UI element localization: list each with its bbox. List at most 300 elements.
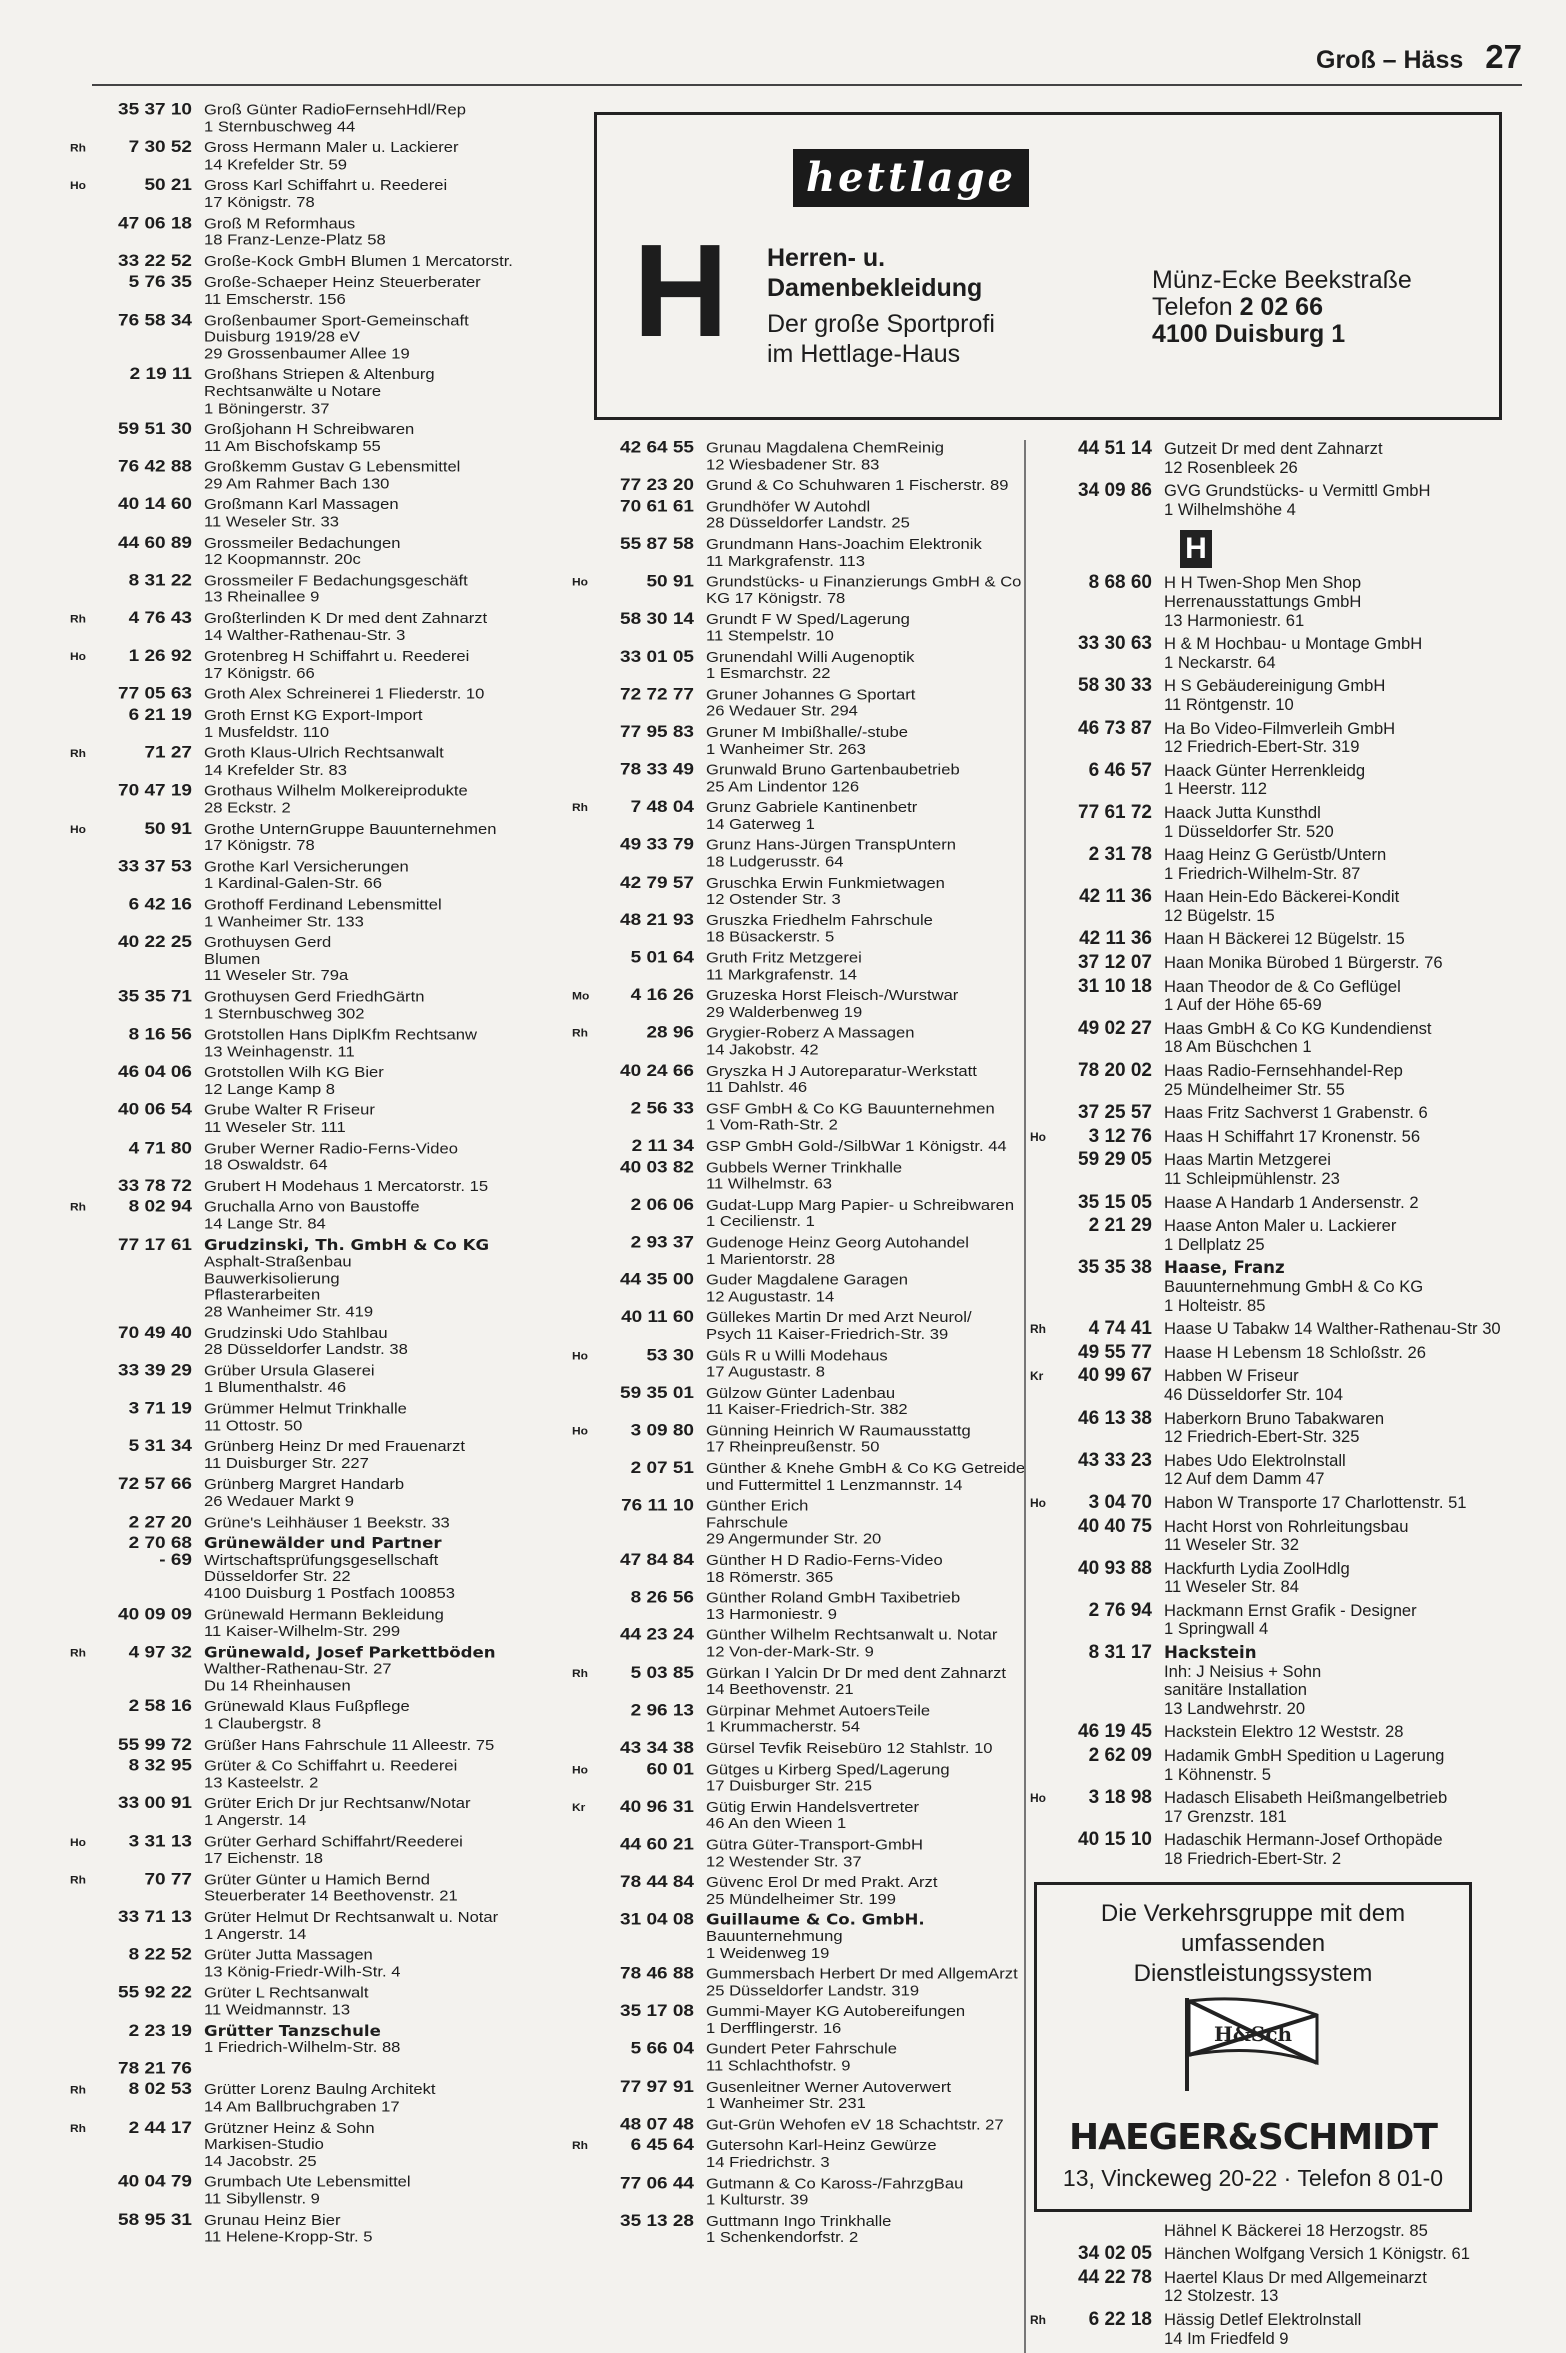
listing-text: Großkemm Gustav G Lebensmittel 29 Am Rahmer Bach 130 [204, 458, 461, 493]
listing-text: Gruschka Erwin Funkmietwagen 12 Ostender Str. 3 [706, 874, 945, 908]
listing-entry [572, 649, 1032, 682]
listing-text: Günther Roland GmbH Taxibetrieb 13 Harmoniestr. 9 [706, 1589, 961, 1623]
listing-text: Großjohann H Schreibwaren 11 Am Bischofskamp 55 [204, 420, 415, 455]
district-marker [572, 2175, 594, 2208]
district-marker: Rh [1030, 1322, 1046, 1337]
district-marker [70, 1699, 92, 1732]
listing-entry [572, 2138, 1032, 2171]
listing-text: Güvenc Erol Dr med Prakt. Arzt 25 Mündelheimer Str. 199 [706, 1873, 938, 1908]
listing-entry [572, 2213, 1032, 2246]
district-marker [70, 497, 92, 530]
listing-text: Haag Heinz G Gerüstb/Untern 1 Friedrich-Wilhelm-Str. 87 [1164, 845, 1387, 883]
district-marker [572, 1159, 594, 1192]
district-marker [572, 1741, 594, 1758]
district-marker [70, 1065, 92, 1098]
listing-entry [1030, 2222, 1550, 2241]
listing-text: Gürkan I Yalcin Dr Dr med dent Zahnarzt 14 Beethovenstr. 21 [706, 1664, 1007, 1698]
listing-text: Grüber Ursula Glaserei 1 Blumenthalstr. 46 [204, 1362, 375, 1396]
phone-number: 3 31 13 [128, 1831, 192, 1851]
listing-entry [572, 1552, 1032, 1585]
listing-entry [1030, 930, 1550, 949]
listing-text: Gummi-Mayer KG Autobereifungen 1 Derfflingerstr. 16 [706, 2003, 966, 2037]
phone-number: 40 96 31 [620, 1797, 694, 1817]
phone-number: 40 93 88 [1078, 1557, 1152, 1579]
district-marker [1030, 1062, 1052, 1099]
phone-number: 2 44 17 [128, 2118, 192, 2137]
phone-number: 3 09 80 [630, 1421, 694, 1440]
listing-text: Hackfurth Lydia ZoolHdlg 11 Weseler Str. 84 [1164, 1558, 1350, 1597]
phone-number: 7 30 52 [128, 138, 192, 157]
district-marker [70, 1439, 92, 1472]
district-marker [1030, 1410, 1052, 1447]
phone-number: 1 26 92 [128, 646, 192, 666]
phone-number: 78 33 49 [620, 760, 694, 780]
listing-entry [572, 1197, 1032, 1230]
listing-text: Hackstein Inh: J Neisius + Sohn sanitäre Installation 13 Landwehrstr. 20 [1164, 1643, 1322, 1718]
listing-entry [70, 1699, 570, 1732]
ad-address-line2 [1152, 294, 1452, 321]
phone-number: 2 23 19 [128, 2021, 192, 2041]
district-marker [1030, 1344, 1052, 1363]
listing-text: Guillaume & Co. GmbH. Bauunternehmung 1 Weidenweg 19 [706, 1911, 925, 1962]
phone-number: 8 31 17 [1088, 1642, 1152, 1664]
district-marker: Ho [572, 1349, 588, 1362]
listing-entry [1030, 2308, 1550, 2348]
listing-text: Gütges u Kirberg Sped/Lagerung 17 Duisburger Str. 215 [706, 1760, 950, 1795]
phone-number: 44 35 00 [620, 1270, 694, 1290]
phone-number: 59 51 30 [118, 419, 192, 439]
phone-number: 33 01 05 [620, 647, 694, 667]
phone-number: 59 35 01 [620, 1383, 694, 1403]
listing-text: Habon W Transporte 17 Charlottenstr. 51 [1164, 1492, 1467, 1512]
listing-text: Grothuysen Gerd Blumen 11 Weseler Str. 79a [204, 933, 349, 985]
listing-entry [1030, 1062, 1550, 1099]
listing-text: Grunwald Bruno Gartenbaubetrieb 25 Am Lindentor 126 [706, 761, 960, 795]
phone-number: 5 31 34 [128, 1436, 192, 1456]
listing-text: Hässig Detlef Elektrolnstall 14 Im Friedfeld 9 [1164, 2309, 1362, 2348]
listing-entry [70, 2023, 570, 2056]
listing-text: Grünewälder und Partner Wirtschaftsprüfungsgesellschaft Düsseldorfer Str. 22 4100 Duisburg 1 Postfach 100853 [204, 1534, 455, 1602]
phone-number: 2 58 16 [128, 1697, 192, 1717]
district-marker: Ho [1030, 1495, 1046, 1510]
district-marker [1030, 954, 1052, 973]
listing-text: Grundstücks- u Finanzierungs GmbH & Co KG 17 Königstr. 78 [706, 573, 1022, 607]
phone-number: 2 70 68 - 69 [128, 1533, 192, 1570]
listing-text: Hänchen Wolfgang Versich 1 Königstr. 61 [1164, 2244, 1470, 2264]
district-marker [572, 1235, 594, 1268]
district-marker [572, 649, 594, 682]
district-marker [572, 913, 594, 946]
hettlage-advertisement [594, 112, 1502, 420]
district-marker [572, 875, 594, 908]
district-marker [1030, 1259, 1052, 1315]
listing-text: Grüter Gerhard Schiffahrt/Reederei 17 Eichenstr. 18 [204, 1832, 463, 1867]
district-marker [1030, 888, 1052, 925]
phone-number: 8 68 60 [1088, 572, 1152, 594]
district-marker [572, 724, 594, 757]
listing-text: Groth Klaus-Ulrich Rechtsanwalt 14 Krefelder Str. 83 [204, 744, 444, 779]
listing-entry [572, 2175, 1032, 2208]
listing-entry [1030, 635, 1550, 672]
listing-entry [1030, 717, 1550, 757]
district-marker [1030, 440, 1052, 477]
listing-text: Grüter Günter u Hamich Bernd Steuerberater 14 Beethovenstr. 21 [204, 1870, 458, 1905]
listing-text: Grüter Jutta Massagen 13 König-Friedr-Wilh-Str. 4 [204, 1946, 401, 1981]
phone-number: 49 55 77 [1078, 1341, 1152, 1363]
phone-number: 35 35 71 [118, 987, 192, 1007]
listing-entry [572, 762, 1032, 795]
listing-entry [572, 1966, 1032, 1999]
listing-entry [572, 2039, 1032, 2075]
phone-number: 35 17 08 [620, 2002, 694, 2021]
listing-heading: Guillaume & Co. GmbH. [706, 1911, 925, 1929]
listing-text: Grund & Co Schuhwaren 1 Fischerstr. 89 [706, 476, 1009, 494]
district-marker [1030, 978, 1052, 1015]
phone-number: 78 20 02 [1078, 1060, 1152, 1082]
listing-text: Gudenoge Heinz Georg Autohandel 1 Marientorstr. 28 [706, 1233, 969, 1268]
listing-entry [1030, 1125, 1550, 1147]
listing-entry [1030, 975, 1550, 1015]
listing-text: Haase, Franz Bauunternehmung GmbH & Co KG 1 Holteistr. 85 [1164, 1258, 1424, 1315]
district-marker [70, 2061, 92, 2078]
page-range: Groß – Häss [1316, 46, 1464, 74]
listing-text: Haas Radio-Fernsehhandel-Rep 25 Mündelheimer Str. 55 [1164, 1061, 1403, 1099]
ad-slogan: Der große Sportprofi im Hettlage-Haus [767, 310, 995, 368]
phone-number: 40 40 75 [1078, 1515, 1152, 1537]
listing-entry [572, 988, 1032, 1021]
district-marker [70, 1325, 92, 1358]
phone-number: 6 22 18 [1088, 2308, 1152, 2330]
phone-number: 34 02 05 [1078, 2243, 1152, 2265]
listing-entry [1030, 1151, 1550, 1188]
flag-logo-icon [1177, 1993, 1327, 2093]
district-marker [572, 1966, 594, 1999]
listing-entry [572, 837, 1032, 870]
phone-number: 2 62 09 [1088, 1745, 1152, 1767]
district-marker [1030, 1151, 1052, 1188]
phone-number: 48 07 48 [620, 2115, 694, 2134]
phone-number: 6 21 19 [128, 705, 192, 725]
phone-number: 78 46 88 [620, 1964, 694, 1984]
haeger-tagline: Die Verkehrsgruppe mit dem umfassenden Dienstleistungssystem [1100, 1899, 1406, 1987]
phone-number: 53 30 [646, 1345, 694, 1365]
district-marker: Ho [70, 1835, 86, 1849]
phone-number: 2 19 11 [129, 365, 192, 384]
listing-entry [70, 1514, 570, 1531]
district-marker [70, 935, 92, 985]
phone-number: 4 97 32 [128, 1642, 192, 1662]
listing-text: GSF GmbH & Co KG Bauunternehmen 1 Vom-Rath-Str. 2 [706, 1099, 995, 1134]
listing-entry [70, 648, 570, 681]
phone-number: 46 13 38 [1078, 1407, 1152, 1429]
listing-text: Gruzeska Horst Fleisch-/Wurstwar 29 Walderbenweg 19 [706, 986, 959, 1021]
listing-entry [70, 686, 570, 703]
district-marker: Rh [1030, 2312, 1046, 2327]
phone-number: 2 21 29 [1088, 1215, 1152, 1237]
listing-entry [572, 1912, 1032, 1962]
listing-entry [1030, 1747, 1550, 1784]
listing-text: Grütter Tanzschule 1 Friedrich-Wilhelm-Str. 88 [204, 2022, 401, 2056]
phone-number: 40 03 82 [620, 1157, 694, 1177]
district-marker [1030, 1747, 1052, 1784]
listing-entry [70, 1100, 570, 1136]
district-marker [572, 1101, 594, 1134]
listing-entry [70, 989, 570, 1022]
listing-entry [70, 783, 570, 816]
listing-text: Grossmeiler F Bedachungsgeschäft 13 Rheinallee 9 [204, 571, 468, 606]
listing-column-1 [70, 102, 570, 2250]
district-marker [1030, 1104, 1052, 1123]
listing-entry [1030, 482, 1550, 519]
district-marker [572, 762, 594, 795]
listing-entry [572, 875, 1032, 908]
listing-text: Haberkorn Bruno Tabakwaren 12 Friedrich-Ebert-Str. 325 [1164, 1408, 1385, 1447]
listing-entry [572, 1023, 1032, 1059]
listing-entry [572, 1159, 1032, 1192]
listing-entry [572, 910, 1032, 946]
listing-text: Grunz Hans-Jürgen TranspUntern 18 Ludgerusstr. 64 [706, 836, 956, 870]
listing-entry [572, 1272, 1032, 1305]
listing-text: Grothuysen Gerd FriedhGärtn 1 Sternbuschweg 302 [204, 988, 425, 1022]
listing-entry [70, 1947, 570, 1980]
district-marker [572, 1385, 594, 1418]
phone-number: 72 57 66 [118, 1474, 192, 1494]
phone-number: 40 14 60 [118, 495, 192, 515]
phone-number: 8 26 56 [630, 1588, 694, 1607]
listing-entry [1030, 1259, 1550, 1315]
listing-entry [572, 1385, 1032, 1418]
listing-heading: Grudzinski, Th. GmbH & Co KG [204, 1236, 490, 1254]
district-marker [1030, 762, 1052, 799]
listing-entry [70, 2174, 570, 2207]
page-header [1316, 38, 1522, 76]
ad-phone-label: Telefon [1152, 293, 1240, 321]
listing-entry [70, 1401, 570, 1434]
phone-number: 42 11 36 [1079, 886, 1152, 908]
listing-text: Großenbaumer Sport-Gemeinschaft Duisburg 1919/28 eV 29 Grossenbaumer Allee 19 [204, 311, 469, 362]
listing-text: Gutzeit Dr med dent Zahnarzt 12 Rosenbleek 26 [1164, 439, 1383, 477]
district-marker [572, 1552, 594, 1585]
district-marker [572, 950, 594, 983]
listing-heading: Grünewälder und Partner [204, 1534, 442, 1552]
district-marker [1030, 1194, 1052, 1213]
listing-entry [70, 272, 570, 308]
phone-number: 76 11 10 [621, 1496, 694, 1516]
phone-number: 33 00 91 [118, 1794, 192, 1813]
listing-text: Grümmer Helmut Trinkhalle 11 Ottostr. 50 [204, 1399, 407, 1434]
listing-entry [70, 1533, 570, 1603]
district-marker: Rh [70, 747, 86, 760]
listing-text: GSP GmbH Gold-/SilbWar 1 Königstr. 44 [706, 1137, 1007, 1155]
listing-entry [70, 1831, 570, 1867]
listing-text: Großhans Striepen & Altenburg Rechtsanwälte u Notare 1 Böningerstr. 37 [204, 365, 435, 417]
phone-number: 77 05 63 [118, 684, 192, 704]
phone-number: 33 78 72 [118, 1176, 192, 1196]
listing-entry [572, 1063, 1032, 1096]
district-marker [572, 1498, 594, 1548]
phone-number: 33 22 52 [118, 251, 192, 271]
listing-entry [572, 475, 1032, 495]
listing-entry [70, 1027, 570, 1060]
listing-entry [572, 1138, 1032, 1155]
district-marker [70, 535, 92, 568]
listing-entry [70, 932, 570, 985]
listing-text: Haase Anton Maler u. Lackierer 1 Dellplatz 25 [1164, 1216, 1397, 1254]
listing-entry [572, 1625, 1032, 1661]
listing-entry [572, 609, 1032, 645]
listing-entry [70, 1737, 570, 1754]
phone-number: 7 48 04 [630, 797, 694, 817]
phone-number: 4 16 26 [630, 986, 694, 1005]
district-marker: Rh [70, 1646, 86, 1659]
listing-text: Große-Schaeper Heinz Steuerberater 11 Emscherstr. 156 [204, 273, 481, 308]
listing-entry [70, 213, 570, 249]
listing-text: Grumbach Ute Lebensmittel 11 Sibyllenstr. 9 [204, 2173, 411, 2208]
district-marker [1030, 1518, 1052, 1555]
district-marker [572, 1138, 594, 1155]
listing-text: Grünberg Heinz Dr med Frauenarzt 11 Duisburger Str. 227 [204, 1437, 465, 1472]
district-marker [70, 1947, 92, 1980]
district-marker: Rh [572, 801, 588, 814]
phone-number: 77 97 91 [620, 2077, 694, 2097]
district-marker [70, 1514, 92, 1531]
phone-number: 49 33 79 [620, 835, 694, 855]
district-marker: Rh [70, 2121, 86, 2135]
phone-number: 46 19 45 [1078, 1721, 1152, 1743]
district-marker [1030, 482, 1052, 519]
listing-text: H S Gebäudereinigung GmbH 11 Röntgenstr. 10 [1164, 676, 1386, 714]
district-marker: Rh [70, 141, 86, 155]
hettlage-logo: hettlage [793, 149, 1029, 207]
listing-text: Gubbels Werner Trinkhalle 11 Wilhelmstr. 63 [706, 1158, 903, 1193]
phone-number: 4 71 80 [128, 1138, 192, 1158]
district-marker [572, 612, 594, 645]
listing-text: H H Twen-Shop Men Shop Herrenausstattungs GmbH 13 Harmoniestr. 61 [1164, 573, 1362, 630]
listing-entry [572, 1759, 1032, 1795]
phone-number: 6 45 64 [630, 2136, 694, 2155]
phone-number: 40 15 10 [1078, 1829, 1152, 1851]
listing-text: Grundt F W Sped/Lagerung 11 Stempelstr. 10 [706, 610, 910, 645]
phone-number: 33 39 29 [118, 1361, 192, 1381]
listing-text: Haas H Schiffahrt 17 Kronenstr. 56 [1164, 1126, 1421, 1146]
listing-text: Grothaus Wilhelm Molkereiprodukte 28 Eckstr. 2 [204, 782, 468, 816]
listing-text: Gundert Peter Fahrschule 11 Schlachthofstr. 9 [706, 2040, 897, 2075]
listing-entry [70, 459, 570, 492]
listing-entry [70, 1474, 570, 1510]
phone-number: 44 60 89 [118, 533, 192, 552]
district-marker: Ho [70, 650, 86, 663]
phone-number: 2 96 13 [630, 1701, 694, 1720]
district-marker [70, 573, 92, 606]
listing-text: Grundhöfer W Autohdl 28 Düsseldorfer Landstr. 25 [706, 497, 910, 532]
district-marker [1030, 1602, 1052, 1639]
listing-text: Habes Udo Elektrolnstall 12 Auf dem Damm 47 [1164, 1450, 1346, 1489]
listing-text: Grudzinski Udo Stahlbau 28 Düsseldorfer Landstr. 38 [204, 1324, 408, 1358]
phone-number: 76 58 34 [118, 310, 192, 330]
listing-entry [572, 1703, 1032, 1736]
phone-number: 47 06 18 [118, 213, 192, 233]
listing-text: Gütig Erwin Handelsvertreter 46 An den Wieen 1 [706, 1798, 920, 1832]
district-marker: Rh [70, 2083, 86, 2097]
district-marker: Rh [572, 2139, 588, 2153]
listing-text: Grüter & Co Schiffahrt u. Reederei 13 Kasteelstr. 2 [204, 1757, 458, 1791]
district-marker [572, 1063, 594, 1096]
listing-entry [1030, 1104, 1550, 1123]
listing-text: Gruth Fritz Metzgerei 11 Markgrafenstr. 14 [706, 949, 862, 983]
phone-number: 50 91 [144, 819, 192, 839]
phone-number: 42 64 55 [620, 438, 694, 457]
listing-text: Gütra Güter-Transport-GmbH 12 Westender Str. 37 [706, 1835, 923, 1870]
flag-text: H&Sch [1213, 2021, 1293, 2046]
listing-column-2 [572, 440, 1032, 2251]
listing-text: Haase H Lebensm 18 Schloßstr. 26 [1164, 1342, 1426, 1362]
phone-number: 58 30 33 [1078, 675, 1152, 697]
district-marker [1030, 677, 1052, 714]
district-marker [70, 2212, 92, 2245]
listing-text: Grothe UnternGruppe Bauunternehmen 17 Königstr. 78 [204, 820, 497, 854]
phone-number: 2 31 78 [1088, 844, 1152, 866]
section-letter-h: H [1180, 530, 1212, 568]
listing-text: Gruszka Friedhelm Fahrschule 18 Büsackerstr. 5 [706, 911, 933, 946]
listing-text: Hadasch Elisabeth Heißmangelbetrieb 17 Grenzstr. 181 [1164, 1788, 1448, 1826]
listing-text: Haas Fritz Sachverst 1 Grabenstr. 6 [1164, 1103, 1428, 1123]
listing-entry [70, 2061, 570, 2078]
listing-text: Haan Monika Bürobed 1 Bürgerstr. 76 [1164, 953, 1443, 973]
listing-text: Grünewald Klaus Fußpflege 1 Claubergstr. 8 [204, 1698, 410, 1732]
district-marker [572, 1703, 594, 1736]
phone-number: 33 37 53 [118, 857, 192, 876]
district-marker [70, 1737, 92, 1754]
listing-text: Grüter L Rechtsanwalt 11 Weidmannstr. 13 [204, 1984, 369, 2018]
listing-text: Hadamik GmbH Spedition u Lagerung 1 Köhnenstr. 5 [1164, 1746, 1445, 1784]
district-marker: Kr [1030, 1369, 1044, 1384]
phone-number: 55 99 72 [118, 1735, 192, 1754]
listing-entry [572, 1345, 1032, 1381]
listing-entry [70, 1909, 570, 1942]
listing-text: Haas GmbH & Co KG Kundendienst 18 Am Büschchen 1 [1164, 1018, 1432, 1057]
listing-text: Grütter Lorenz Baulng Architekt 14 Am Ballbruchgraben 17 [204, 2081, 436, 2115]
district-marker [1030, 846, 1052, 883]
district-marker [572, 1874, 594, 1907]
phone-number: 31 04 08 [620, 1910, 694, 1930]
phone-number: 42 11 36 [1079, 928, 1152, 950]
phone-number: 40 99 67 [1078, 1365, 1152, 1387]
district-marker [70, 1178, 92, 1195]
listing-text: Guder Magdalene Garagen 12 Augustastr. 14 [706, 1271, 909, 1305]
phone-number: 78 21 76 [118, 2059, 192, 2078]
district-marker [1030, 1452, 1052, 1489]
listing-text: Gut-Grün Wehofen eV 18 Schachtstr. 27 [706, 2115, 1004, 2133]
district-marker [572, 2117, 594, 2134]
listing-text: Güllekes Martin Dr med Arzt Neurol/ Psych 11 Kaiser-Friedrich-Str. 39 [706, 1309, 972, 1343]
phone-number: 34 09 86 [1078, 480, 1152, 502]
district-marker: Rh [572, 1027, 588, 1040]
ad-address [1152, 267, 1452, 348]
listing-text: Groß M Reformhaus 18 Franz-Lenze-Platz 58 [204, 214, 386, 249]
district-marker [572, 1590, 594, 1623]
listing-text: Guttmann Ingo Trinkhalle 1 Schenkendorfstr. 2 [706, 2212, 892, 2246]
header-rule [92, 84, 1522, 86]
listing-entry [1030, 1217, 1550, 1254]
district-marker [1030, 1723, 1052, 1742]
listing-entry [70, 821, 570, 854]
listing-entry [1030, 1644, 1550, 1718]
district-marker [70, 1401, 92, 1434]
phone-number: 3 18 98 [1088, 1787, 1152, 1809]
listing-entry [1030, 1723, 1550, 1742]
listing-text: Gusenleitner Werner Autoverwert 1 Wanheimer Str. 231 [706, 2078, 952, 2112]
listing-entry [70, 1363, 570, 1396]
